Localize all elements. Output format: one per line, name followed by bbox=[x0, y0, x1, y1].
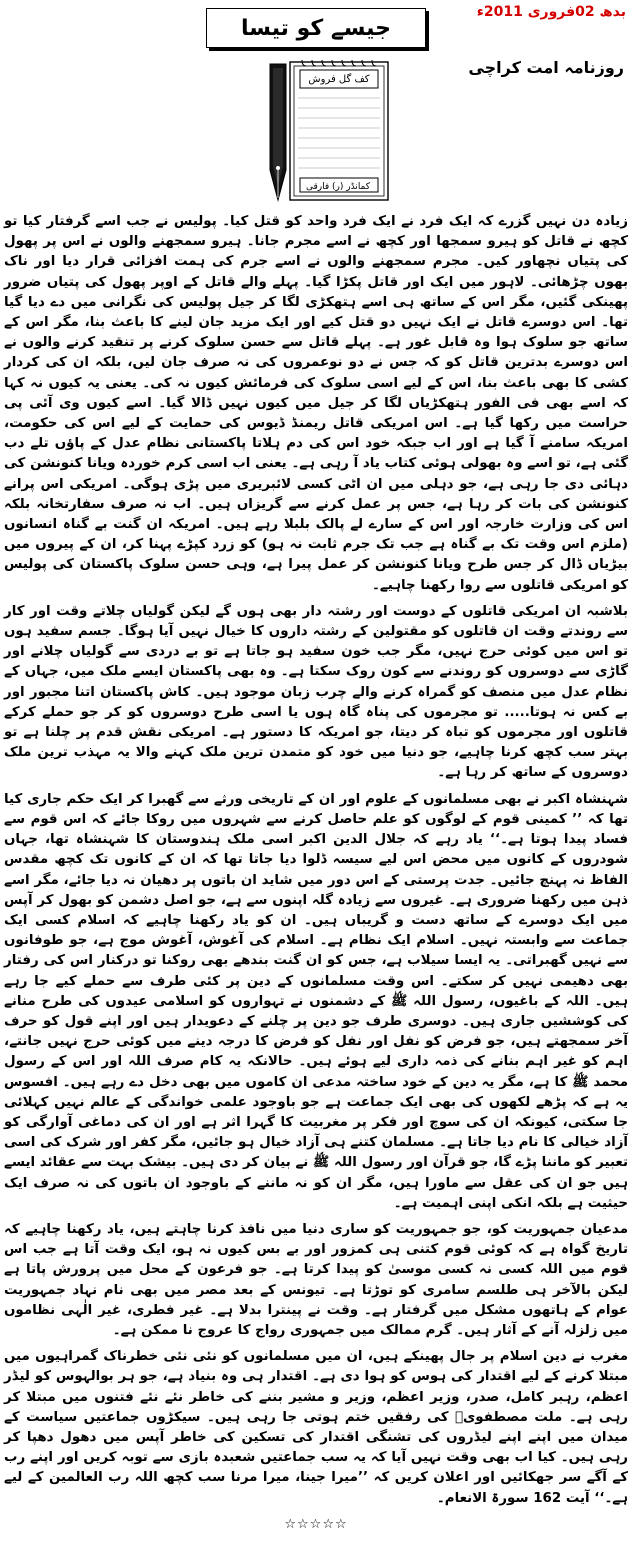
paragraph: مدعیان جمہوریت کو، جو جمہوریت کو ساری دنیا میں نافذ کرنا چاہتے ہیں، یاد رکھنا چاہیے کہ تاریخ گواہ ہے کہ کوئی قوم کتنی ہی کمزور اور بے بس کیوں نہ ہو، ایک وقت آتا ہے جب اس قوم میں اللہ کسی نہ کسی موسیٰ کو پیدا کرتا ہے۔ جو فرعون کے محل میں پرورش پاتا ہے لیکن بالآخر ہی طلسم سامری کو توڑتا ہے۔ تیونس کے بعد مصر میں بھی نام نہاد جمہوریت عوام کے ہاتھوں مشکل میں گرفتار ہے۔ وقت نے پینترا بدلا ہے۔ غیر فطری، غیر الٰہی نظاموں میں زلزلہ آنے کے آثار ہیں۔ گرم ممالک میں جمہوری رواج کا عروج نا ممکن ہے۔ bbox=[4, 1221, 628, 1338]
article-title: جیسے کو تیسا bbox=[241, 15, 391, 41]
article-title-box bbox=[206, 8, 426, 48]
article-body bbox=[4, 212, 628, 1515]
column-name: کف گل فروش bbox=[308, 74, 370, 85]
newspaper-source: روزنامہ امت کراچی bbox=[468, 58, 624, 77]
end-stars: ☆☆☆☆☆ bbox=[284, 1517, 348, 1532]
publish-date: بدھ 02فروری 2011ء bbox=[476, 4, 626, 20]
paragraph: زیادہ دن نہیں گزرے کہ ایک فرد نے ایک فرد واحد کو قتل کیا۔ پولیس نے جب اسے گرفتار کیا تو کچھ نے قاتل کو ہیرو سمجھا اور کچھ نے اسے مجرم جانا۔ ہیرو سمجھنے والوں نے اس پر پھول کی پتیاں نچھاور کیں۔ مجرم سمجھنے والوں نے اسے جرم کی ہمت افزائی قرار دیا اور ناک بھوں چڑھائی۔ لاہور میں ایک اور قاتل پکڑا گیا۔ پہلے والے قاتل کے اوپر پھول کی پتیاں ضرور پھینکی گئیں، مگر اس کے ساتھ ہی اسے ہتھکڑی لگا کر جیل پولیس کی نگرانی میں دے دیا گیا تھا۔ اس دوسرے قاتل نے ایک نہیں دو قتل کیے اور ایک مزید جان لینے کا باعث بنا، مگر اس کے ساتھ جو سلوک ہوا وہ قابل غور ہے۔ پہلے قاتل سے حسن سلوک کرنے پر تنقید کرنے والوں نے اس دوسرے بدترین قاتل کو کہ جس نے دو نوعمروں کی نہ صرف جان لیں، بلکہ ان کی کردار کشی کا بھی باعث بنا، اس کے لیے اسی سلوک کی فرمائش کیوں نہ کی۔ یعنی یہ کیوں نہ کہا کہ اسے بھی فی الفور ہتھکڑیاں لگا کر جیل میں کیوں نہیں ڈالا گیا۔ اسے کیوں وی آئی پی حراست میں رکھا گیا ہے۔ اس امریکی قاتل ریمنڈ ڈیوس کی حمایت کے لیے اس کی حکومت، امریکہ سامنے آ گیا ہے اور اب جبکہ خود اس کی دم ہلاتا پاکستانی نظام عدل کے پاؤں تلے دب گئی ہے، تو اسے وہ بھولی ہوئی کتاب یاد آ رہی ہے۔ یعنی اب اسی کرم خوردہ ویانا کنونشن کی دہائی دی جا رہی ہے، جو دہلی میں ان اٹی کسی لائبریری میں پڑی ہوگی۔ امریکی اس پرانے کنونشن کی بات کر رہا ہے، جس پر عمل کرنے سے گریزاں ہیں۔ اب نہ صرف سفارتخانہ بلکہ اس کی وزارت خارجہ اور اس کے سارے لے پالک بلبلا رہے ہیں۔ امریکہ ان گنت بے گناہ انسانوں (ملزم اس وقت تک بے گناہ ہے جب تک جرم ثابت نہ ہو) کو زرد کپڑے پہنا کر، ان کے پیروں میں بیڑیاں ڈال کر جس طرح ویانا کنونشن کر عمل پیرا ہے، وہی حسن سلوک پاکستان کی پولیس کو امریکی قاتلوں سے روا رکھنا چاہیے۔ bbox=[4, 214, 628, 593]
paragraph: مغرب نے دین اسلام پر جال پھینکے ہیں، ان میں مسلمانوں کو نئی نئی خطرناک گمراہیوں میں مبتلا کرنے کے لیے اقتدار کی ہوس کو ہوا دی ہے۔ اقتدار ہی وہ بنیاد ہے، جو ہر بوالہوس کو لیڈر اعظم، رہبر کامل، صدر، وزیر اعظم، وزیر و مشیر بننے کی خاطر نئے نئے فتنوں میں مبتلا کر رہی ہے۔ ملت مصطفویؐ کی رفقیں ختم ہوتی جا رہی ہیں۔ سیکڑوں جماعتیں سیاست کے میدان میں اپنے اپنے لیڈروں کی تشنگی اقتدار کی تسکین کی خاطر آپس میں دھول دھپا کر رہی ہیں۔ کیا اب بھی وقت نہیں آیا کہ یہ سب جماعتیں شعبدہ بازی سے توبہ کریں اور اپنے رب کے آگے سر جھکائیں اور اعلان کریں کہ ’’میرا جینا، میرا مرنا سب کچھ اللہ رب العالمین کے لیے ہے۔‘‘ آیت 162 سورۃ الانعام۔ bbox=[4, 1349, 628, 1506]
paragraph: شہنشاہ اکبر نے بھی مسلمانوں کے علوم اور ان کے تاریخی ورثے سے گھبرا کر ایک حکم جاری کیا تھا کہ ’’ کمینی قوم کے لوگوں کو علم حاصل کرنے سے شہروں میں روکا جائے کہ اس قوم سے فساد پیدا ہوتا ہے۔‘‘ یاد رہے کہ جلال الدین اکبر اسی ملک ہندوستان کا شہنشاہ تھا، جہاں شودروں کے کانوں میں محض اس لیے سیسہ ڈلوا دیا جاتا تھا کہ ان کے کانوں تک کچھ مقدس الفاظ نہ پہنچ جائیں۔ جدت پرستی کے اس دور میں شاید ان باتوں پر دھیان نہ دیا جائے، مگر اسے ذہن میں رکھنا ضروری ہے۔ غیروں سے زیادہ گلہ اپنوں سے ہے، جو اصل دشمن کو بھول کر آپس میں ایک دوسرے کے ساتھ دست و گریباں ہیں۔ ان کو یاد رکھنا چاہیے کہ اسلام کسی ایک جماعت سے وابستہ نہیں۔ اسلام ایک نظام ہے۔ اسلام کی آغوش، آغوش موج ہے، جو طوفانوں سے نہیں گھبراتی۔ یہ ایسا سیلاب ہے، جس کو ان گنت بندھے بھی روکنا تو درکنار اس کی رفتار بھی دھیمی نہیں کر سکتے۔ اس وقت مسلمانوں کے دین پر کئی طرف سے حملے کیے جا رہے ہیں۔ اللہ کے باغیوں، رسول اللہ ﷺ کے دشمنوں نے تہواروں کو اسلامی عیدوں کی طرح منانے کی کوششیں جاری ہیں۔ دوسری طرف جو دین پر چلنے کے دعویدار ہیں اور اپنے قول کو حرف آخر سمجھتے ہیں، جو فرض کو نفل اور نفل کو فرض کا درجہ دینے میں کوئی حرج نہیں جانتے، اہم کو غیر اہم بنانے کی ذمہ داری لیے ہوئے ہیں۔ حالانکہ یہ کام صرف اللہ اور اس کے رسول محمد ﷺ کا ہے، مگر یہ دین کے خود ساختہ مدعی ان کاموں میں بھی دخل دے رہے ہیں۔ افسوس یہ ہے کہ پڑھے لکھوں کی بھی ایک جماعت ہے جو باوجود علمی خواندگی کے عالم نہیں کہلائی جا سکتی، کیونکہ ان کی سوچ اور فکر پر مغربیت کا گہرا اثر ہے اور ان کی دماغی آوارگی کو آزاد خیالی کا نام دیا جاتا ہے۔ مسلمان کتنے ہی آزاد خیال ہو جائیں، مگر کفر اور شرک کی اسی تعبیر کو ماننا پڑے گا، جو قرآن اور رسول اللہ ﷺ نے بیان کر دی ہیں۔ بیشک بہت سے عقائد ایسے ہیں جو ان کی عقل سے ماورا ہیں، مگر ان کو نہ ماننے کے باوجود ان باتوں کی نہ صرف ایک حیثیت ہے بلکہ انکی اپنی اہمیت ہے۔ bbox=[4, 791, 628, 1211]
column-author: کمانڈر (ر) فارقی bbox=[305, 182, 371, 192]
column-logo bbox=[262, 58, 394, 206]
paragraph: بلاشبہ ان امریکی قاتلوں کے دوست اور رشتہ دار بھی ہوں گے لیکن گولیاں چلاتے وقت اور کار سے روندتے وقت ان قاتلوں کو مقتولین کے رشتہ داروں کا خیال نہیں آیا ہوگا۔ جسم سفید ہوں تو اس میں کوئی حرج نہیں، مگر جب خون سفید ہو جاتا ہے تو بے دردی سے گولیاں چلانے اور گاڑی سے دوسروں کو روندنے سے کون روک سکتا ہے۔ وہ بھی پاکستان ایسے ملک میں، جہاں کے نظام عدل میں منصف کو گمراہ کرنے والے چرب زبان موجود ہیں۔ کاش پاکستان اتنا مجبور اور بے کس نہ ہوتا..... تو مجرموں کی پناہ گاہ ہوں یا اسی طرح دوسروں کو کر جو حملے کرکے قاتلوں اور مجرموں کو تباہ کر دیتا، جو امریکہ کا دستور ہے۔ امریکی نقش قدم پر چلنا ہے تو بہتر سب کچھ کرنا چاہیے، جو دنیا میں خود کو متمدن ترین ملک کہنے والا یہ مہذب ترین ملک دوسروں کے ساتھ کر رہا ہے۔ bbox=[4, 603, 628, 781]
